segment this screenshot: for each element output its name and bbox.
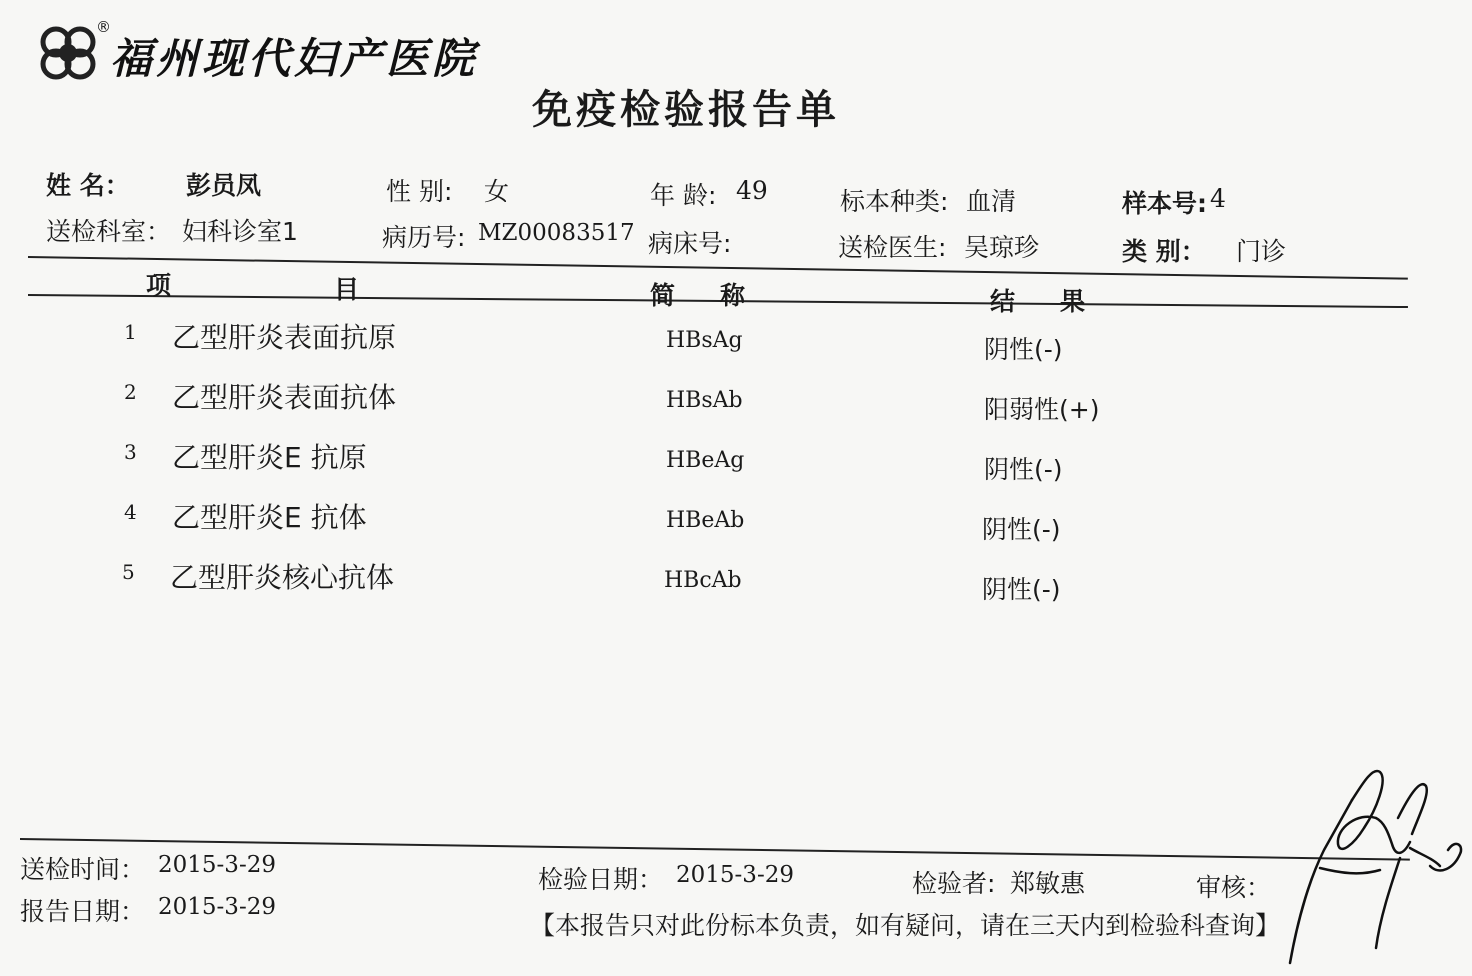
header-result-2: 果 [1060, 287, 1086, 316]
row-number: 5 [122, 560, 135, 584]
specimen-type-label: 标本种类: [840, 187, 949, 216]
dept-value: 妇科诊室1 [182, 217, 298, 246]
row-item: 乙型肝炎核心抗体 [170, 561, 395, 594]
reviewer-signature [1280, 758, 1470, 970]
submit-time-label: 送检时间： [20, 855, 146, 884]
record-no-value: MZ00083517 [478, 220, 635, 246]
row-result: 阳弱性(+) [984, 395, 1100, 424]
row-item: 乙型肝炎E 抗原 [172, 441, 367, 474]
header-result-1: 结 [990, 287, 1016, 316]
reviewer-label: 审核： [1196, 873, 1272, 902]
sample-no-label: 样本号: [1122, 189, 1207, 218]
row-result: 阴性(-) [984, 455, 1063, 484]
report-title: 免疫检验报告单 [532, 87, 840, 133]
row-number: 4 [124, 500, 137, 524]
report-date-label: 报告日期： [20, 897, 146, 926]
test-date-label: 检验日期： [538, 865, 664, 894]
row-item: 乙型肝炎表面抗原 [172, 321, 397, 354]
row-result: 阴性(-) [984, 335, 1063, 364]
specimen-type-value: 血清 [966, 187, 1017, 216]
header-item-2: 目 [334, 275, 360, 304]
name-value: 彭员凤 [186, 171, 262, 200]
row-number: 1 [124, 320, 137, 344]
header-abbr-2: 称 [720, 281, 746, 310]
row-abbr: HBeAb [666, 508, 745, 533]
gender-label: 性 别: [386, 177, 453, 206]
row-abbr: HBeAg [666, 448, 745, 473]
record-no-label: 病历号: [382, 223, 466, 252]
tester-label: 检验者: [912, 869, 996, 898]
row-number: 3 [124, 440, 137, 464]
disclaimer-text: 【本报告只对此份标本负责，如有疑问，请在三天内到检验科查询】 [530, 911, 1281, 940]
doctor-label: 送检医生: [838, 233, 947, 262]
age-label: 年 龄: [650, 181, 717, 210]
tester-value: 郑敏惠 [1010, 869, 1086, 898]
gender-value: 女 [484, 177, 510, 206]
row-item: 乙型肝炎E 抗体 [172, 501, 367, 534]
row-abbr: HBsAg [666, 328, 743, 353]
row-result: 阴性(-) [982, 575, 1061, 604]
registered-mark: ® [96, 18, 111, 36]
header-abbr-1: 简 [650, 281, 676, 310]
category-value: 门诊 [1236, 237, 1287, 266]
header-bottom-rule [28, 294, 1408, 308]
row-number: 2 [124, 380, 137, 404]
row-result: 阴性(-) [982, 515, 1061, 544]
header-item-1: 项 [146, 271, 172, 300]
row-abbr: HBcAb [664, 568, 742, 593]
report-date-value: 2015-3-29 [158, 894, 276, 920]
sample-no-value: 4 [1210, 184, 1226, 213]
submit-time-value: 2015-3-29 [158, 852, 276, 878]
test-date-value: 2015-3-29 [676, 862, 794, 888]
hospital-logo-icon [34, 22, 102, 84]
hospital-name: 福州现代妇产医院 [110, 34, 479, 83]
age-value: 49 [736, 176, 768, 205]
bed-no-label: 病床号: [648, 229, 732, 258]
category-label: 类 别： [1122, 237, 1206, 266]
name-label: 姓 名： [46, 171, 130, 200]
doctor-value: 吴琼珍 [964, 233, 1040, 262]
dept-label: 送检科室： [46, 217, 172, 246]
row-abbr: HBsAb [666, 388, 743, 413]
row-item: 乙型肝炎表面抗体 [172, 381, 397, 414]
